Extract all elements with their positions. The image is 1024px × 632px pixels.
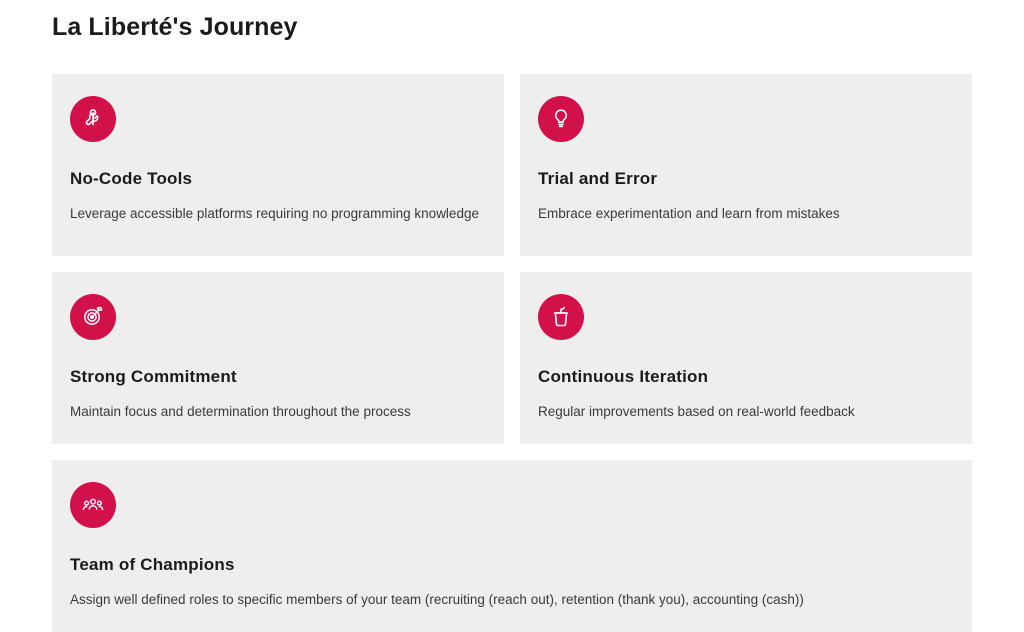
card-title: Strong Commitment	[70, 367, 237, 386]
card-title: Trial and Error	[538, 169, 658, 188]
card-title: Continuous Iteration	[538, 367, 709, 386]
card-title: Team of Champions	[70, 555, 235, 574]
card-title: No-Code Tools	[70, 169, 193, 188]
target-arrow-icon	[70, 294, 116, 340]
page-title: La Liberté's Journey	[52, 13, 298, 41]
card-description: Regular improvements based on real-world feedback	[538, 404, 855, 419]
card-trial-and-error[interactable]	[520, 74, 972, 256]
card-no-code-tools[interactable]	[52, 74, 504, 256]
lightbulb-icon	[538, 96, 584, 142]
card-strong-commitment[interactable]	[52, 272, 504, 444]
card-description: Assign well defined roles to specific members of your team (recruiting (reach out), retention (thank you), accounting (cash))	[70, 592, 804, 607]
cup-drink-icon	[538, 294, 584, 340]
card-description: Leverage accessible platforms requiring no programming knowledge	[70, 206, 479, 221]
card-description: Maintain focus and determination throughout the process	[70, 404, 411, 419]
card-description: Embrace experimentation and learn from mistakes	[538, 206, 840, 221]
card-continuous-iteration[interactable]	[520, 272, 972, 444]
card-team-of-champions[interactable]	[52, 460, 972, 632]
people-group-icon	[70, 482, 116, 528]
wrench-icon	[70, 96, 116, 142]
cards-grid	[52, 74, 972, 632]
